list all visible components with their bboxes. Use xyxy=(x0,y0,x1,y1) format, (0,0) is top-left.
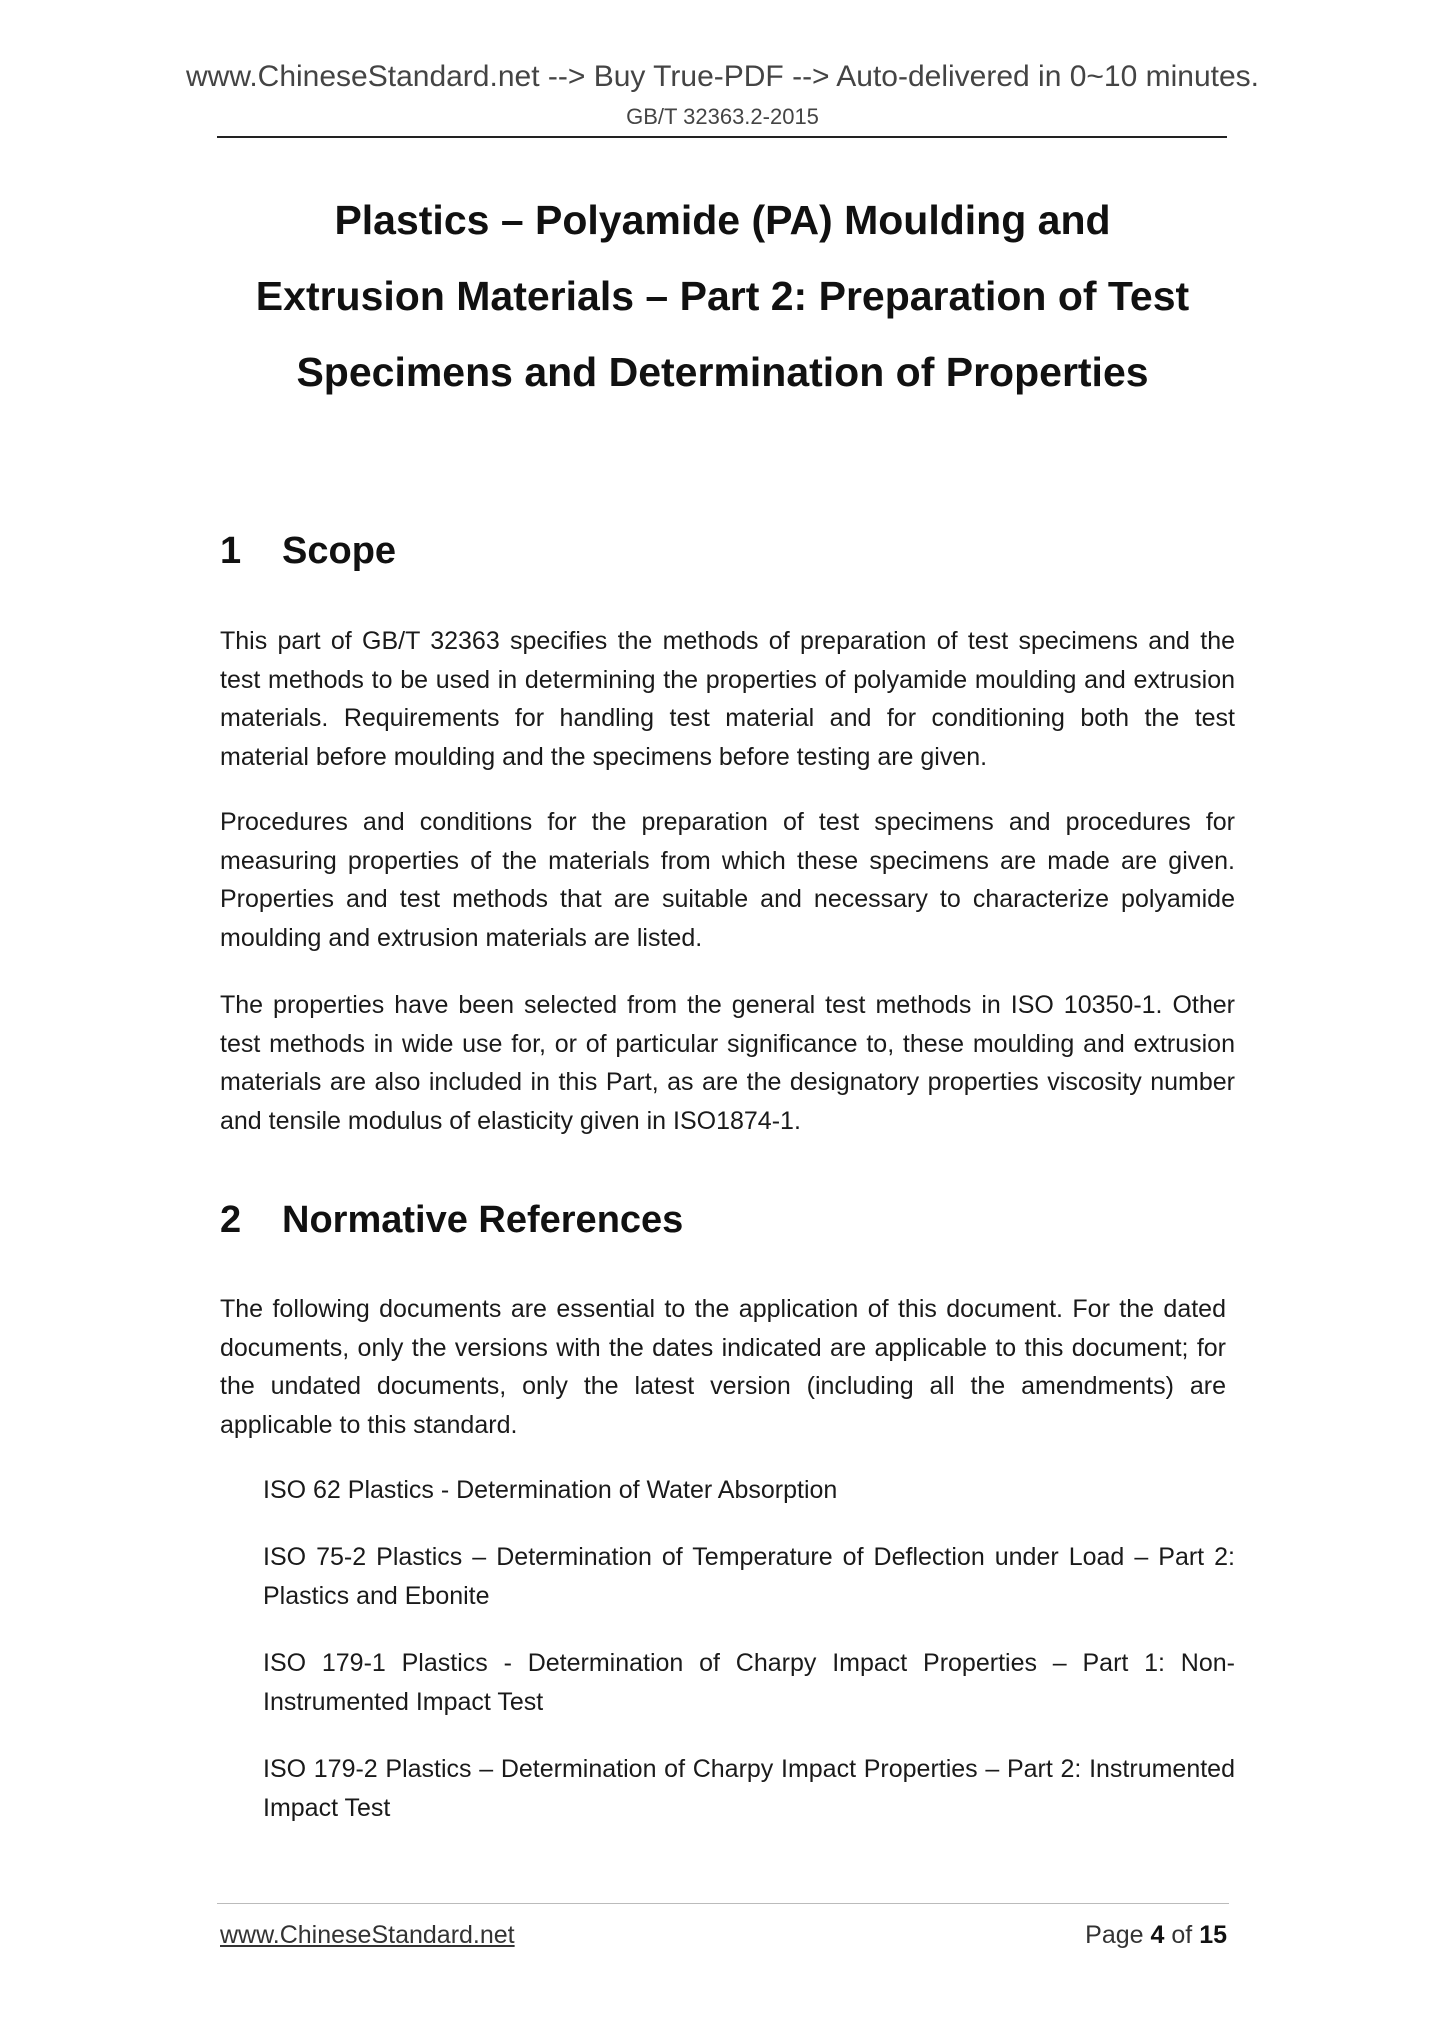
footer-divider xyxy=(217,1903,1229,1904)
section-2-title: Normative References xyxy=(282,1199,684,1241)
reference-item: ISO 62 Plastics - Determination of Water Absorption xyxy=(263,1476,838,1504)
header-divider xyxy=(217,136,1227,138)
document-title xyxy=(160,182,1285,410)
scope-paragraph-3: The properties have been selected from the general test methods in ISO 10350-1. Other test methods in wide use for, or of particular significance to, these moulding and extrusion materials are also included in this Part, as are the designatory properties viscosity number and tensile modulus of elasticity given in ISO1874-1. xyxy=(220,991,1235,1135)
scope-paragraph-2: Procedures and conditions for the preparation of test specimens and procedures for measuring properties of the materials from which these specimens are made are given. Properties and test methods that are suitable and necessary to characterize polyamide moulding and extrusion materials are listed. xyxy=(220,808,1235,952)
title-line-2: Extrusion Materials – Part 2: Preparation of Test xyxy=(255,273,1190,319)
section-1-title: Scope xyxy=(282,530,397,572)
standard-code: GB/T 32363.2-2015 xyxy=(626,104,819,129)
page-prefix: Page xyxy=(1085,1921,1144,1949)
reference-item: ISO 179-2 Plastics – Determination of Charpy Impact Properties – Part 2: Instrumented Impact Test xyxy=(263,1755,1235,1822)
reference-item: ISO 179-1 Plastics - Determination of Charpy Impact Properties – Part 1: Non-Instrumented Impact Test xyxy=(263,1649,1235,1716)
page-separator: of xyxy=(1171,1921,1193,1949)
section-2-number: 2 xyxy=(220,1199,242,1241)
section-2-heading xyxy=(220,1199,683,1242)
header-banner: www.ChineseStandard.net --> Buy True-PDF --> Auto-delivered in 0~10 minutes. xyxy=(185,60,1260,93)
page-indicator xyxy=(1085,1921,1227,1950)
references-intro: The following documents are essential to the application of this document. For the dated documents, only the versions with the dates indicated are applicable to this document; for the undated documents, only the latest version (including all the amendments) are applicable to this standard. xyxy=(220,1295,1226,1439)
page-total: 15 xyxy=(1199,1921,1227,1949)
section-1-number: 1 xyxy=(220,530,242,572)
reference-item: ISO 75-2 Plastics – Determination of Temperature of Deflection under Load – Part 2: Plastics and Ebonite xyxy=(263,1543,1235,1610)
scope-paragraph-1: This part of GB/T 32363 specifies the methods of preparation of test specimens and the test methods to be used in determining the properties of polyamide moulding and extrusion materials. Requirements for handling test material and for conditioning both the test material before moulding and the specimens before testing are given. xyxy=(220,627,1235,771)
section-1-heading xyxy=(220,530,396,573)
footer-website-link[interactable]: www.ChineseStandard.net xyxy=(220,1921,515,1949)
title-line-1: Plastics – Polyamide (PA) Moulding and xyxy=(334,197,1111,243)
title-line-3: Specimens and Determination of Properties xyxy=(296,349,1149,395)
page-current: 4 xyxy=(1150,1921,1165,1949)
